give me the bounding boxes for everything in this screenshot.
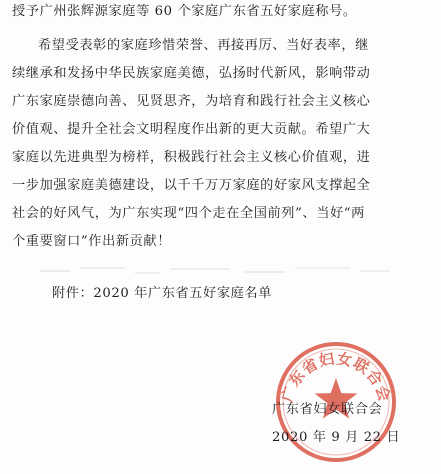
- body-line-8: 社会的好风气，为广东实现“四个走在全国前列”、当好“两: [12, 206, 365, 221]
- body-line-6: 家庭以先进典型为榜样，积极践行社会主义核心价值观，进: [12, 150, 371, 165]
- body-line-7: 一步加强家庭美德建设，以千千万万家庭的好家风支撑起全: [12, 178, 371, 193]
- issue-date: 2020 年 9 月 22 日: [272, 430, 401, 445]
- attachment-line: 附件：2020 年广东省五好家庭名单: [52, 286, 272, 301]
- body-line-1: 授予广州张辉源家庭等 60 个家庭广东省五好家庭称号。: [12, 4, 357, 19]
- body-line-9: 个重要窗口”作出新贡献！: [12, 234, 172, 249]
- body-line-2: 希望受表彰的家庭珍惜荣誉、再接再厉、当好表率，继: [38, 38, 369, 53]
- seal-arc-text: 广东省妇女联合会: [278, 349, 394, 405]
- bleed-through-text: [40, 262, 400, 286]
- bleed-through-texture: [40, 262, 400, 282]
- issuer-signature: 广东省妇女联合会: [272, 402, 383, 417]
- body-line-5: 价值观、提升全社会文明程度作出新的更大贡献。希望广大: [12, 122, 371, 137]
- body-line-4: 广东家庭崇德向善、见贤思齐，为培育和践行社会主义核心: [12, 94, 371, 109]
- body-line-3: 续继承和发扬中华民族家庭美德，弘扬时代新风，影响带动: [12, 66, 371, 81]
